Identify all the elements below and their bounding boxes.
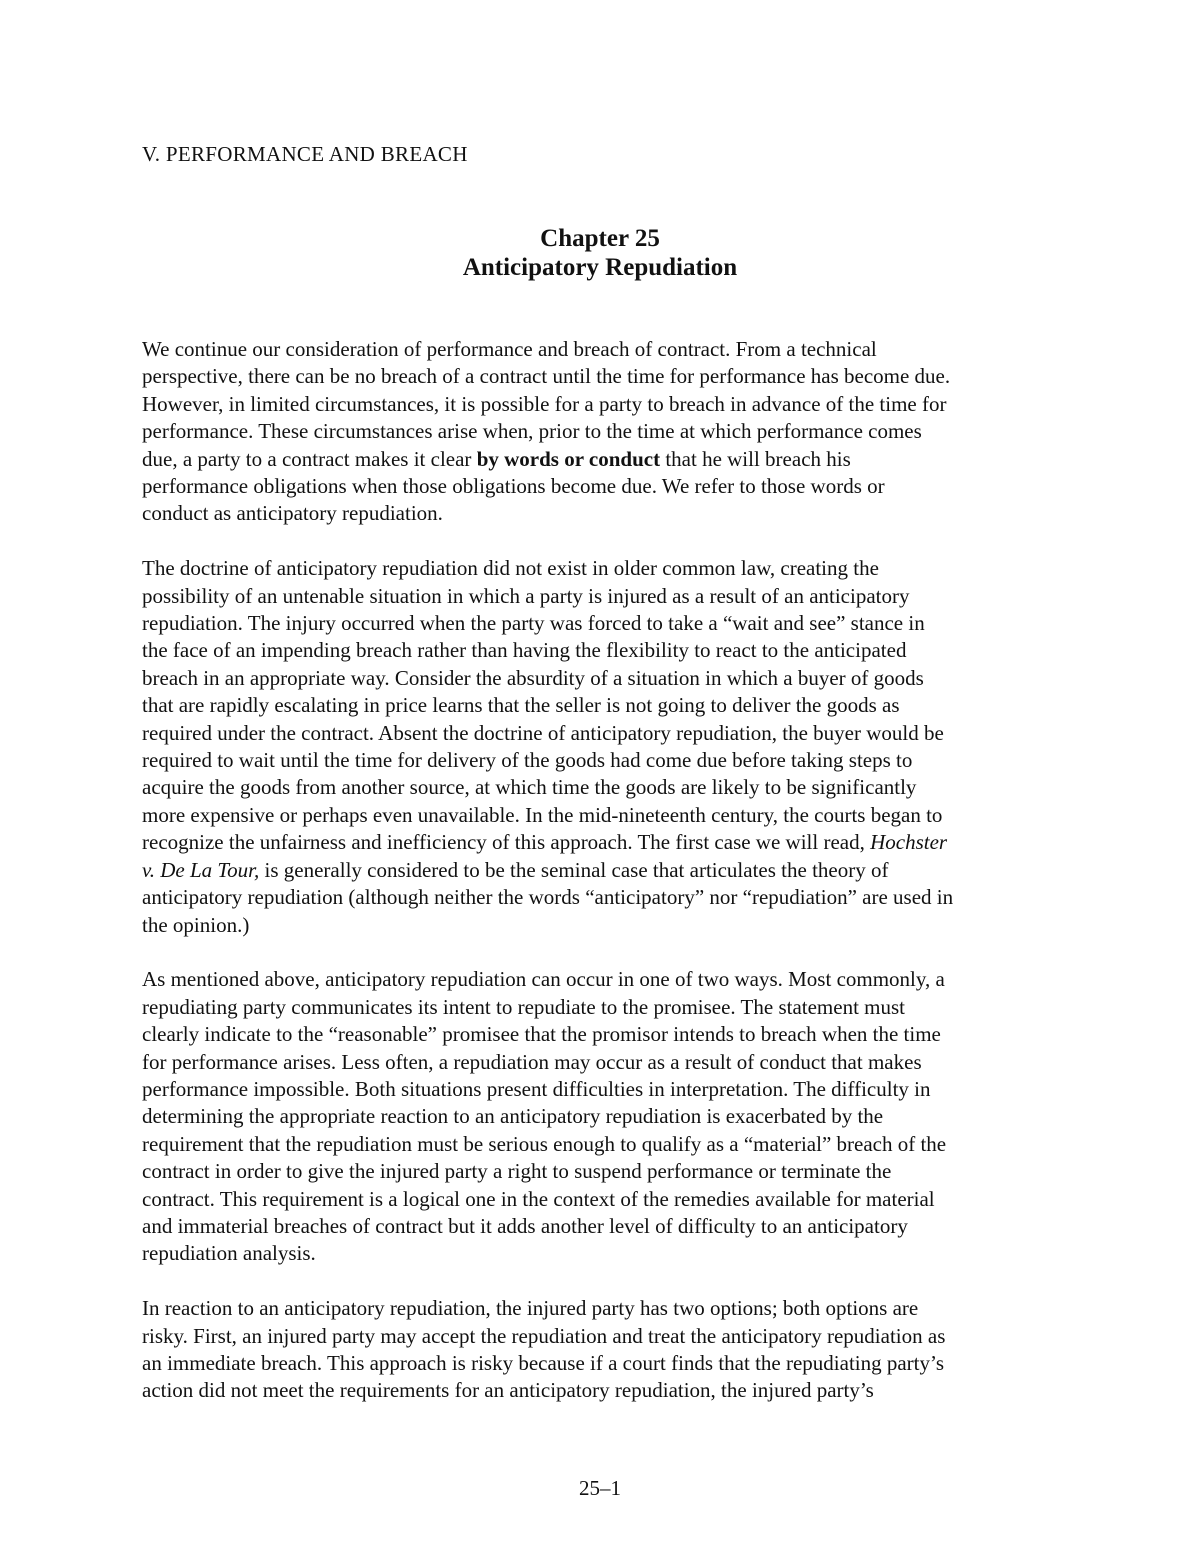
text-line	[142, 665, 1058, 692]
text-line	[142, 336, 1058, 363]
chapter-number: Chapter 25	[540, 225, 660, 252]
text-line	[142, 994, 1058, 1021]
text-line	[142, 418, 1058, 445]
paragraph	[142, 336, 1058, 528]
text-run: contract. This requirement is a logical one in the context of the remedies available for material	[142, 1186, 935, 1211]
text-line	[142, 1021, 1058, 1048]
text-line	[142, 747, 1058, 774]
text-run: due, a party to a contract makes it clear	[142, 446, 477, 471]
text-run: repudiation. The injury occurred when the party was forced to take a “wait and see” stance in	[142, 611, 925, 636]
text-run: required under the contract. Absent the doctrine of anticipatory repudiation, the buyer would be	[142, 720, 944, 745]
text-line	[142, 802, 1058, 829]
chapter-title-block	[0, 224, 1200, 282]
text-run: risky. First, an injured party may accept the repudiation and treat the anticipatory repudiation as	[142, 1323, 946, 1348]
text-run: that he will breach his	[660, 446, 851, 471]
text-run: more expensive or perhaps even unavailable. In the mid-nineteenth century, the courts began to	[142, 802, 943, 827]
text-line	[142, 692, 1058, 719]
text-line	[142, 966, 1058, 993]
text-line	[142, 1295, 1058, 1322]
case-name-italic: v. De La Tour,	[142, 857, 260, 882]
paragraph	[142, 555, 1058, 939]
text-run: performance impossible. Both situations present difficulties in interpretation. The difficulty in	[142, 1076, 931, 1101]
text-line	[142, 1213, 1058, 1240]
text-run: for performance arises. Less often, a repudiation may occur as a result of conduct that makes	[142, 1049, 922, 1074]
text-line	[142, 610, 1058, 637]
text-run: repudiation analysis.	[142, 1241, 316, 1266]
text-run: that are rapidly escalating in price learns that the seller is not going to deliver the goods as	[142, 693, 900, 718]
text-line	[142, 1323, 1058, 1350]
text-run: action did not meet the requirements for an anticipatory repudiation, the injured party’s	[142, 1378, 874, 1403]
text-run: the opinion.)	[142, 912, 250, 937]
text-run: and immaterial breaches of contract but it adds another level of difficulty to an anticipatory	[142, 1213, 908, 1238]
text-line	[142, 1240, 1058, 1267]
text-line	[142, 720, 1058, 747]
text-run: In reaction to an anticipatory repudiation, the injured party has two options; both options are	[142, 1296, 919, 1321]
text-run: possibility of an untenable situation in which a party is injured as a result of an anticipatory	[142, 583, 910, 608]
text-run: conduct as anticipatory repudiation.	[142, 501, 443, 526]
text-run: The doctrine of anticipatory repudiation did not exist in older common law, creating the	[142, 556, 879, 581]
page-number: 25–1	[579, 1476, 621, 1500]
text-run: We continue our consideration of performance and breach of contract. From a technical	[142, 337, 877, 361]
text-line	[142, 391, 1058, 418]
text-line	[142, 473, 1058, 500]
text-line	[142, 1131, 1058, 1158]
text-run: breach in an appropriate way. Consider the absurdity of a situation in which a buyer of goods	[142, 665, 924, 690]
text-run: performance. These circumstances arise when, prior to the time at which performance comes	[142, 419, 922, 444]
text-line	[142, 1377, 1058, 1404]
text-line	[142, 363, 1058, 390]
text-run: However, in limited circumstances, it is possible for a party to breach in advance of the time for	[142, 391, 947, 416]
text-line	[142, 1158, 1058, 1185]
text-line	[142, 912, 1058, 939]
text-line	[142, 1076, 1058, 1103]
text-line	[142, 583, 1058, 610]
text-line	[142, 500, 1058, 527]
text-run: is generally considered to be the seminal case that articulates the theory of	[259, 857, 889, 882]
text-run: the face of an impending breach rather than having the flexibility to react to the anticipated	[142, 638, 907, 663]
text-run: anticipatory repudiation (although neither the words “anticipatory” nor “repudiation” are used in	[142, 885, 954, 910]
text-line	[142, 884, 1058, 911]
text-run: performance obligations when those obligations become due. We refer to those words or	[142, 474, 885, 499]
text-run: repudiating party communicates its intent to repudiate to the promisee. The statement must	[142, 994, 906, 1019]
text-run: As mentioned above, anticipatory repudiation can occur in one of two ways. Most commonly, a	[142, 967, 945, 992]
text-line	[142, 1103, 1058, 1130]
text-line	[142, 446, 1058, 473]
text-run: contract in order to give the injured party a right to suspend performance or terminate the	[142, 1159, 892, 1184]
text-run: recognize the unfairness and inefficiency of this approach. The first case we will read,	[142, 830, 871, 855]
text-run: requirement that the repudiation must be serious enough to qualify as a “material” breach of the	[142, 1131, 947, 1156]
text-run: perspective, there can be no breach of a contract until the time for performance has become due.	[142, 364, 951, 389]
text-line	[142, 829, 1058, 856]
chapter-title: Anticipatory Repudiation	[462, 254, 738, 281]
text-run: determining the appropriate reaction to an anticipatory repudiation is exacerbated by the	[142, 1104, 884, 1129]
text-line	[142, 857, 1058, 884]
paragraph	[142, 966, 1058, 1267]
text-line	[142, 1049, 1058, 1076]
paragraph	[142, 1295, 1058, 1405]
text-run: required to wait until the time for delivery of the goods had come due before taking steps to	[142, 748, 913, 773]
text-run: clearly indicate to the “reasonable” promisee that the promisor intends to breach when the time	[142, 1022, 941, 1047]
text-line	[142, 774, 1058, 801]
text-line	[142, 637, 1058, 664]
text-run: an immediate breach. This approach is risky because if a court finds that the repudiating party’s	[142, 1350, 945, 1375]
section-heading: V. PERFORMANCE AND BREACH	[142, 142, 468, 166]
body-text	[142, 336, 1058, 1432]
text-line	[142, 1186, 1058, 1213]
case-name-italic: Hochster	[870, 830, 948, 855]
text-line	[142, 1350, 1058, 1377]
text-line	[142, 555, 1058, 582]
bold-text: by words or conduct	[476, 446, 661, 471]
text-run: acquire the goods from another source, at which time the goods are likely to be significantly	[142, 775, 917, 800]
